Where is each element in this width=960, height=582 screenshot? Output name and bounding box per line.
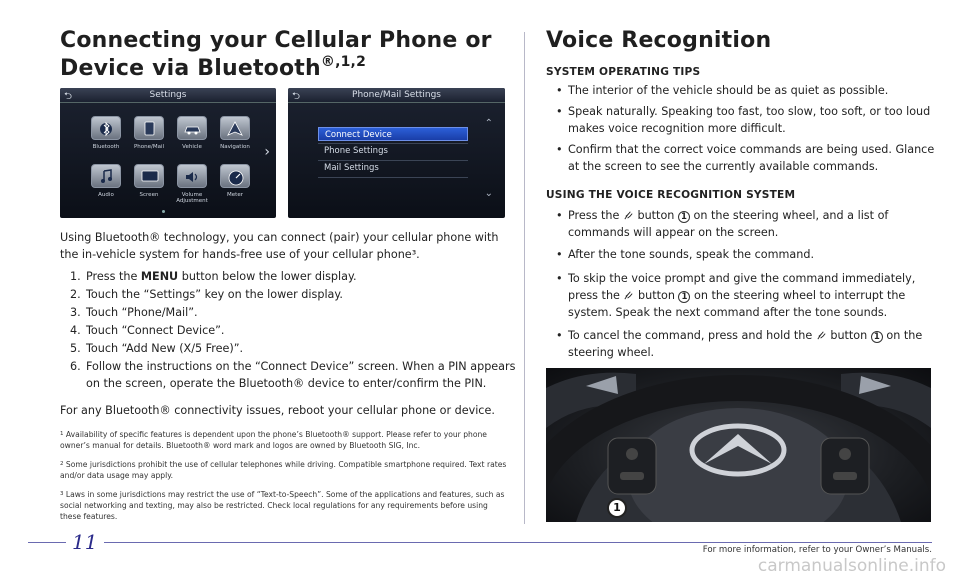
tile-label: Vehicle (182, 144, 202, 150)
step-number: 2. (70, 288, 81, 301)
watermark: carmanualsonline.info (757, 556, 946, 576)
callout-1: 1 (607, 498, 627, 518)
phone-mail-screen-image (288, 88, 505, 218)
step-text: button below the lower display. (178, 270, 357, 283)
connectivity-tip: For any Bluetooth® connectivity issues, reboot your cellular phone or device. (60, 404, 495, 417)
meter-tile-icon (220, 164, 250, 188)
tile-label: Volume Adjustment (176, 192, 208, 204)
footer-rule-right (104, 542, 932, 543)
using-text-cont: system. Speak the next command after the tone sounds. (568, 306, 888, 319)
owners-manual-note: For more information, refer to your Owner’s Manuals. (702, 545, 932, 555)
step-4 (70, 322, 225, 339)
screen-tile-icon (134, 164, 164, 188)
using-text: After the tone sounds, speak the command. (568, 248, 815, 261)
bullet: • (556, 209, 563, 222)
step-text: Touch “Phone/Mail”. (86, 306, 198, 319)
tile-label: Phone/Mail (133, 144, 165, 150)
tile-label: Screen (139, 192, 159, 198)
bluetooth-intro: Using Bluetooth® technology, you can connect (pair) your cellular phone with the in-vehicle system for hands-free use of your cellular phone³. (60, 231, 499, 261)
tip-2 (556, 103, 936, 137)
callout-number: 1 (678, 211, 690, 223)
bullet: • (556, 248, 563, 261)
footnote-mark: 2 (60, 461, 64, 467)
using-text-cont: commands will appear on the screen. (568, 226, 779, 239)
audio-tile-icon (91, 164, 121, 188)
phone-screen-title: Phone/Mail Settings (352, 90, 441, 100)
navigation-tile-icon (220, 116, 250, 140)
volume-tile-icon (177, 164, 207, 188)
steering-wheel-drawing (546, 368, 931, 522)
step-6 (70, 358, 515, 392)
menu-item-mail-settings: Mail Settings (324, 163, 379, 173)
using-text-line2 (556, 287, 936, 304)
footnote-text: Laws in some jurisdictions may restrict the use of “Text-to-Speech”. Some of the applications and features, such as social networking and texting, may also be restricted. Check local regulations for any requirements before using these features. (60, 490, 505, 521)
step-3 (70, 304, 198, 321)
callout-number: 1 (871, 331, 883, 343)
step-text: Press the (86, 270, 141, 283)
footnote-mark: 3 (60, 491, 64, 497)
step-number: 3. (70, 306, 81, 319)
footnote-2 (60, 459, 510, 481)
chevron-down-icon: ⌄ (484, 188, 493, 199)
column-divider (524, 32, 525, 524)
bullet: • (556, 105, 563, 118)
footnote-mark: 1 (60, 431, 64, 437)
bullet: • (556, 272, 563, 285)
tile-label: Meter (227, 192, 243, 198)
tip-text: Confirm that the correct voice commands are being used. Glance (568, 143, 935, 156)
back-arrow-icon: ⮌ (64, 91, 73, 102)
tip-text-cont: at the screen to see the currently available commands. (568, 160, 879, 173)
tile-label: Bluetooth (92, 144, 120, 150)
footnote-1 (60, 429, 510, 451)
step-text: Touch “Add New (X/5 Free)”. (86, 342, 244, 355)
step-number: 1. (70, 270, 81, 283)
talk-switch-icon (816, 329, 827, 340)
using-text: button (634, 289, 679, 302)
using-step-2 (556, 246, 936, 263)
step-text: Touch “Connect Device”. (86, 324, 225, 337)
using-text: on the steering wheel to interrupt the (690, 289, 906, 302)
steering-wheel-photo (546, 368, 931, 522)
tip-3 (556, 141, 936, 175)
bullet: • (556, 84, 563, 97)
tile-label: Audio (98, 192, 114, 198)
using-heading: USING THE VOICE RECOGNITION SYSTEM (546, 189, 796, 201)
using-text: button (826, 329, 871, 342)
step-text: Follow the instructions on the “Connect Device” screen. When a PIN appears (86, 360, 516, 373)
title-text: Device via Bluetooth (60, 56, 321, 81)
tip-text-cont: makes voice recognition more difficult. (568, 122, 786, 135)
step-number: 5. (70, 342, 81, 355)
footer-rule-left (28, 542, 66, 543)
using-text: button (633, 209, 678, 222)
settings-screen-image (60, 88, 276, 218)
footnote-text: Some jurisdictions prohibit the use of cellular telephones while driving. Compatible smartphone required. Text rates and/or data usage may apply. (60, 460, 507, 480)
page-title-line2 (60, 56, 366, 81)
page-indicator-dot (162, 210, 165, 213)
step-2 (70, 286, 343, 303)
using-text: Press the (568, 209, 623, 222)
tip-text: Speak naturally. Speaking too fast, too slow, too soft, or too loud (568, 105, 931, 118)
footnote-3 (60, 489, 510, 522)
step-5 (70, 340, 243, 357)
bullet: • (556, 329, 563, 342)
callout-number: 1 (678, 291, 690, 303)
step-1 (70, 268, 357, 285)
using-text-cont: steering wheel. (568, 346, 655, 359)
vehicle-tile-icon (177, 116, 207, 140)
using-text: press the (568, 289, 624, 302)
bluetooth-tile-icon (91, 116, 121, 140)
talk-switch-icon (623, 209, 634, 220)
step-number: 4. (70, 324, 81, 337)
tips-heading: SYSTEM OPERATING TIPS (546, 66, 701, 78)
back-arrow-icon: ⮌ (292, 91, 301, 102)
using-text: on the (882, 329, 923, 342)
using-step-3 (556, 270, 936, 321)
using-text: on the steering wheel, and a list of (689, 209, 889, 222)
step-text: Touch the “Settings” key on the lower display. (86, 288, 343, 301)
tip-1 (556, 82, 936, 99)
using-text: To cancel the command, press and hold the (568, 329, 816, 342)
bullet: • (556, 143, 563, 156)
tip-text: The interior of the vehicle should be as quiet as possible. (568, 84, 889, 97)
footnote-text: Availability of specific features is dependent upon the phone’s Bluetooth® support. Please refer to your phone owner’s manual for details. Bluetooth® word mark and logos are owned by Bluetooth SIG, Inc. (60, 430, 487, 450)
tile-label: Navigation (220, 144, 250, 150)
menu-button-label: MENU (140, 270, 179, 283)
page-number: 11 (72, 530, 98, 554)
section-title-voice: Voice Recognition (546, 28, 772, 53)
title-superscript: ®,1,2 (320, 54, 367, 70)
using-text: To skip the voice prompt and give the command immediately, (568, 272, 916, 285)
menu-item-connect-device: Connect Device (318, 127, 468, 141)
chevron-up-icon: ⌃ (484, 118, 493, 129)
using-step-1 (556, 207, 936, 241)
chevron-right-icon: › (264, 144, 270, 160)
using-step-4 (556, 327, 936, 361)
phone-mail-tile-icon (134, 116, 164, 140)
settings-screen-title: Settings (149, 90, 187, 100)
page-title-line1: Connecting your Cellular Phone or (60, 28, 492, 53)
menu-separator (318, 177, 468, 178)
menu-item-phone-settings: Phone Settings (324, 146, 388, 156)
talk-switch-icon (623, 289, 634, 300)
step-text-cont: on the screen, operate the Bluetooth® device to enter/confirm the PIN. (86, 377, 487, 390)
step-number: 6. (70, 360, 81, 373)
